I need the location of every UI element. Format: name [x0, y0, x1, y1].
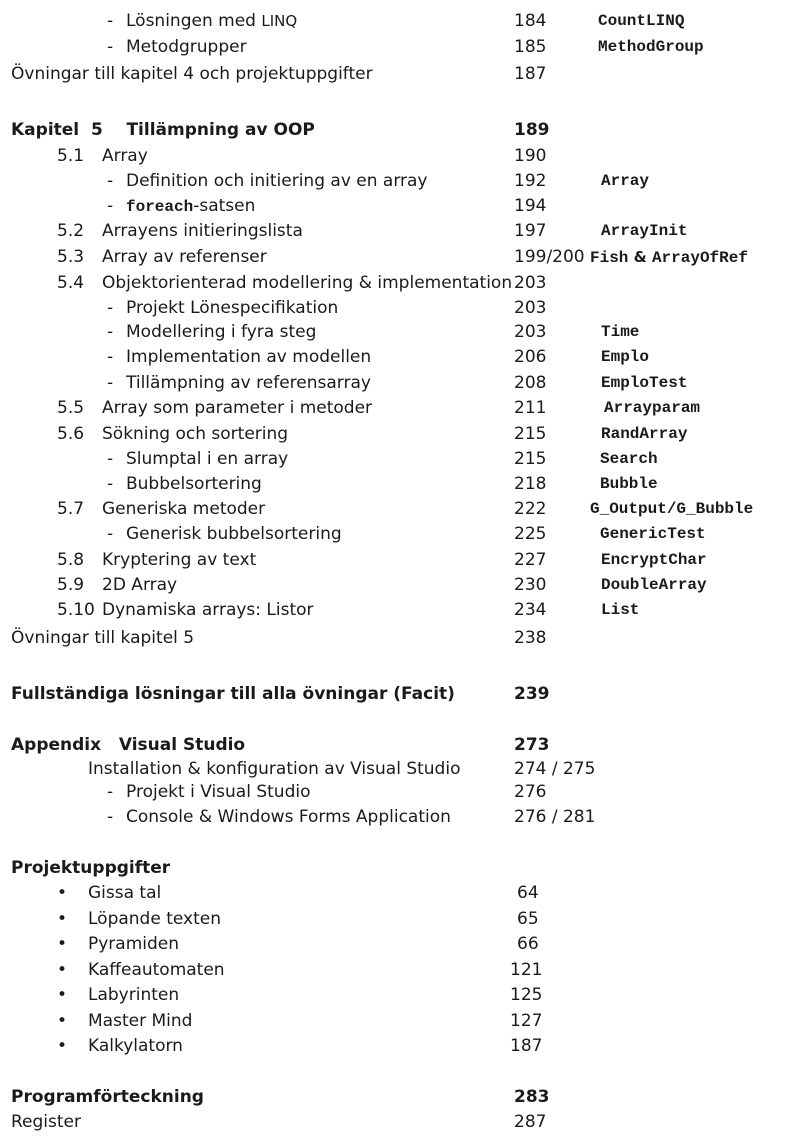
section-number: 5.5	[57, 398, 85, 418]
toc-row-5-6-bubbelsortering	[0, 472, 800, 496]
entry-title: Bubbelsortering	[126, 474, 262, 494]
program-name: Bubble	[600, 475, 658, 493]
toc-row-5-6	[0, 422, 800, 446]
dash: -	[107, 171, 114, 191]
entry-title: Master Mind	[88, 1011, 193, 1031]
page-number: 222	[514, 499, 547, 519]
page-number: 203	[514, 273, 547, 293]
entry-title: Kalkylatorn	[88, 1036, 183, 1056]
program-name: ArrayOfRef	[651, 249, 748, 267]
program-name: Search	[600, 450, 658, 468]
entry-title: Kryptering av text	[102, 550, 257, 570]
entry-title: Kaffeautomaten	[88, 960, 225, 980]
dash: -	[107, 347, 114, 367]
page-number: 194	[514, 196, 547, 216]
entry-title: Labyrinten	[88, 985, 180, 1005]
bullet-icon: •	[57, 909, 68, 929]
page-number: 192	[514, 171, 547, 191]
bullet-icon: •	[57, 960, 68, 980]
entry-title: Generiska metoder	[102, 499, 266, 519]
toc-row-5-3	[0, 245, 800, 269]
toc-row-5-1-foreach	[0, 194, 800, 218]
toc-row-5-1	[0, 144, 800, 168]
dash: -	[107, 474, 114, 494]
section-title: Appendix Visual Studio	[11, 735, 246, 755]
entry-title: Slumptal i en array	[126, 449, 289, 469]
entry-title: Implementation av modellen	[126, 347, 372, 367]
section-number: 5.7	[57, 499, 85, 519]
section-title: Projektuppgifter	[11, 858, 171, 878]
page-number: 211	[514, 398, 547, 418]
program-name: RandArray	[601, 425, 688, 443]
page-number: 208	[514, 373, 547, 393]
page-number: 215	[514, 449, 547, 469]
entry-title-keyword: foreach	[126, 198, 194, 216]
program-name: EncryptChar	[601, 551, 707, 569]
dash: -	[107, 373, 114, 393]
page-number: 66	[517, 934, 539, 954]
page-number: 199/200	[514, 247, 585, 267]
entry-title: 2D Array	[102, 575, 178, 595]
toc-row-5-4-modellering	[0, 320, 800, 344]
page-number: 206	[514, 347, 547, 367]
section-number: 5.8	[57, 550, 85, 570]
entry-title: Array som parameter i metoder	[102, 398, 373, 418]
program-name: CountLINQ	[598, 12, 685, 30]
entry-title: Register	[11, 1112, 81, 1132]
toc-row-5-7-generisk	[0, 522, 800, 546]
page-number: 218	[514, 474, 547, 494]
entry-title: Array	[102, 146, 148, 166]
chapter-heading-5	[0, 118, 800, 142]
list-item	[0, 881, 800, 905]
toc-row-installation	[0, 757, 800, 781]
chapter-title: Kapitel 5 Tillämpning av OOP	[11, 120, 315, 140]
list-item	[0, 958, 800, 982]
entry-title-linq: LINQ	[261, 12, 298, 30]
page-number: 276	[514, 782, 547, 802]
toc-row-metodgrupper	[0, 35, 800, 59]
toc-row-projekt-vs	[0, 780, 800, 804]
section-number: 5.2	[57, 221, 85, 241]
bullet-icon: •	[57, 1036, 68, 1056]
entry-title	[126, 194, 255, 219]
toc-row-5-6-slumptal	[0, 447, 800, 471]
page-number: 274 / 275	[514, 759, 596, 779]
entry-title: Objektorienterad modellering & implementation	[102, 273, 513, 293]
dash: -	[107, 196, 114, 216]
toc-row-5-8	[0, 548, 800, 572]
page-number: 190	[514, 146, 547, 166]
page-number: 234	[514, 600, 547, 620]
dash: -	[107, 782, 114, 802]
toc-row-5-9	[0, 573, 800, 597]
program-name: EmploTest	[601, 374, 688, 392]
page-number: 187	[510, 1036, 543, 1056]
page-number: 203	[514, 322, 547, 342]
section-title: Fullständiga lösningar till alla övningar (Facit)	[11, 684, 455, 704]
page-number: 189	[514, 120, 550, 140]
program-name: G_Output/G_Bubble	[590, 500, 754, 518]
entry-title: Definition och initiering av en array	[126, 171, 428, 191]
program-names	[590, 245, 748, 270]
program-name: GenericTest	[600, 525, 706, 543]
program-name: MethodGroup	[598, 38, 704, 56]
page-number: 184	[514, 11, 547, 31]
page-number: 215	[514, 424, 547, 444]
toc-heading-facit	[0, 682, 800, 706]
toc-heading-projektuppgifter	[0, 856, 800, 880]
entry-title: Gissa tal	[88, 883, 162, 903]
page-number: 121	[510, 960, 543, 980]
list-item	[0, 907, 800, 931]
toc-heading-appendix	[0, 733, 800, 757]
dash: -	[107, 322, 114, 342]
toc-row-losningen-linq	[0, 9, 800, 33]
toc-row-5-5	[0, 396, 800, 420]
section-title: Programförteckning	[11, 1087, 204, 1107]
toc-row-ovningar-kap4	[0, 62, 800, 86]
section-number: 5.3	[57, 247, 85, 267]
toc-row-5-2	[0, 219, 800, 243]
list-item	[0, 932, 800, 956]
dash: -	[107, 11, 114, 31]
section-number: 5.4	[57, 273, 85, 293]
entry-title: Sökning och sortering	[102, 424, 289, 444]
toc-row-5-4	[0, 271, 800, 295]
entry-title: Projekt Lönespecifikation	[126, 298, 339, 318]
dash: -	[107, 524, 114, 544]
entry-title: Arrayens initieringslista	[102, 221, 303, 241]
entry-title: Modellering i fyra steg	[126, 322, 317, 342]
toc-heading-programforteckning	[0, 1085, 800, 1109]
page-number: 239	[514, 684, 550, 704]
section-number: 5.6	[57, 424, 85, 444]
program-separator: &	[628, 248, 652, 266]
program-name: Arrayparam	[604, 399, 701, 417]
toc-row-5-4-implementation	[0, 345, 800, 369]
entry-title: Tillämpning av referensarray	[126, 373, 371, 393]
entry-title: Metodgrupper	[126, 37, 247, 57]
dash: -	[107, 807, 114, 827]
entry-title: Dynamiska arrays: Listor	[102, 600, 314, 620]
entry-title: Installation & konfiguration av Visual Studio	[88, 759, 461, 779]
dash: -	[107, 449, 114, 469]
toc-row-5-4-tillampning	[0, 371, 800, 395]
program-name: Fish	[590, 249, 629, 267]
entry-title: Generisk bubbelsortering	[126, 524, 342, 544]
section-number: 5.10	[57, 600, 95, 620]
entry-title: Projekt i Visual Studio	[126, 782, 311, 802]
program-name: Time	[601, 323, 640, 341]
program-name: Array	[601, 172, 650, 190]
entry-title: Array av referenser	[102, 247, 267, 267]
page-number: 203	[514, 298, 547, 318]
toc-row-ovningar-kap5	[0, 626, 800, 650]
entry-title: Övningar till kapitel 5	[11, 628, 195, 648]
program-name: ArrayInit	[601, 222, 688, 240]
toc-row-5-7	[0, 497, 800, 521]
entry-title: Console & Windows Forms Application	[126, 807, 451, 827]
toc-row-console	[0, 805, 800, 829]
page-number: 187	[514, 64, 547, 84]
entry-title: Pyramiden	[88, 934, 180, 954]
bullet-icon: •	[57, 985, 68, 1005]
page-number: 64	[517, 883, 539, 903]
toc-row-5-1-definition	[0, 169, 800, 193]
page-number: 287	[514, 1112, 547, 1132]
page-number: 227	[514, 550, 547, 570]
program-name: Emplo	[601, 348, 650, 366]
program-name: DoubleArray	[601, 576, 707, 594]
list-item	[0, 1034, 800, 1058]
toc-row-5-4-projekt	[0, 296, 800, 320]
page-number: 127	[510, 1011, 543, 1031]
page-number: 65	[517, 909, 539, 929]
page-number: 273	[514, 735, 550, 755]
list-item	[0, 983, 800, 1007]
section-number: 5.9	[57, 575, 85, 595]
section-number: 5.1	[57, 146, 85, 166]
program-name: List	[601, 601, 640, 619]
page-number: 238	[514, 628, 547, 648]
bullet-icon: •	[57, 934, 68, 954]
bullet-icon: •	[57, 1011, 68, 1031]
page-number: 225	[514, 524, 547, 544]
toc-row-register	[0, 1110, 800, 1134]
page-number: 185	[514, 37, 547, 57]
page-number: 197	[514, 221, 547, 241]
dash: -	[107, 37, 114, 57]
dash: -	[107, 298, 114, 318]
bullet-icon: •	[57, 883, 68, 903]
toc-row-5-10	[0, 598, 800, 622]
list-item	[0, 1009, 800, 1033]
entry-title	[126, 9, 297, 33]
page-number: 230	[514, 575, 547, 595]
entry-title: Löpande texten	[88, 909, 221, 929]
page-number: 276 / 281	[514, 807, 596, 827]
page-number: 125	[510, 985, 543, 1005]
entry-title-text: -satsen	[193, 196, 256, 216]
entry-title: Övningar till kapitel 4 och projektuppgifter	[11, 64, 373, 84]
page-number: 283	[514, 1087, 550, 1107]
entry-title-text: Lösningen med	[126, 11, 262, 31]
